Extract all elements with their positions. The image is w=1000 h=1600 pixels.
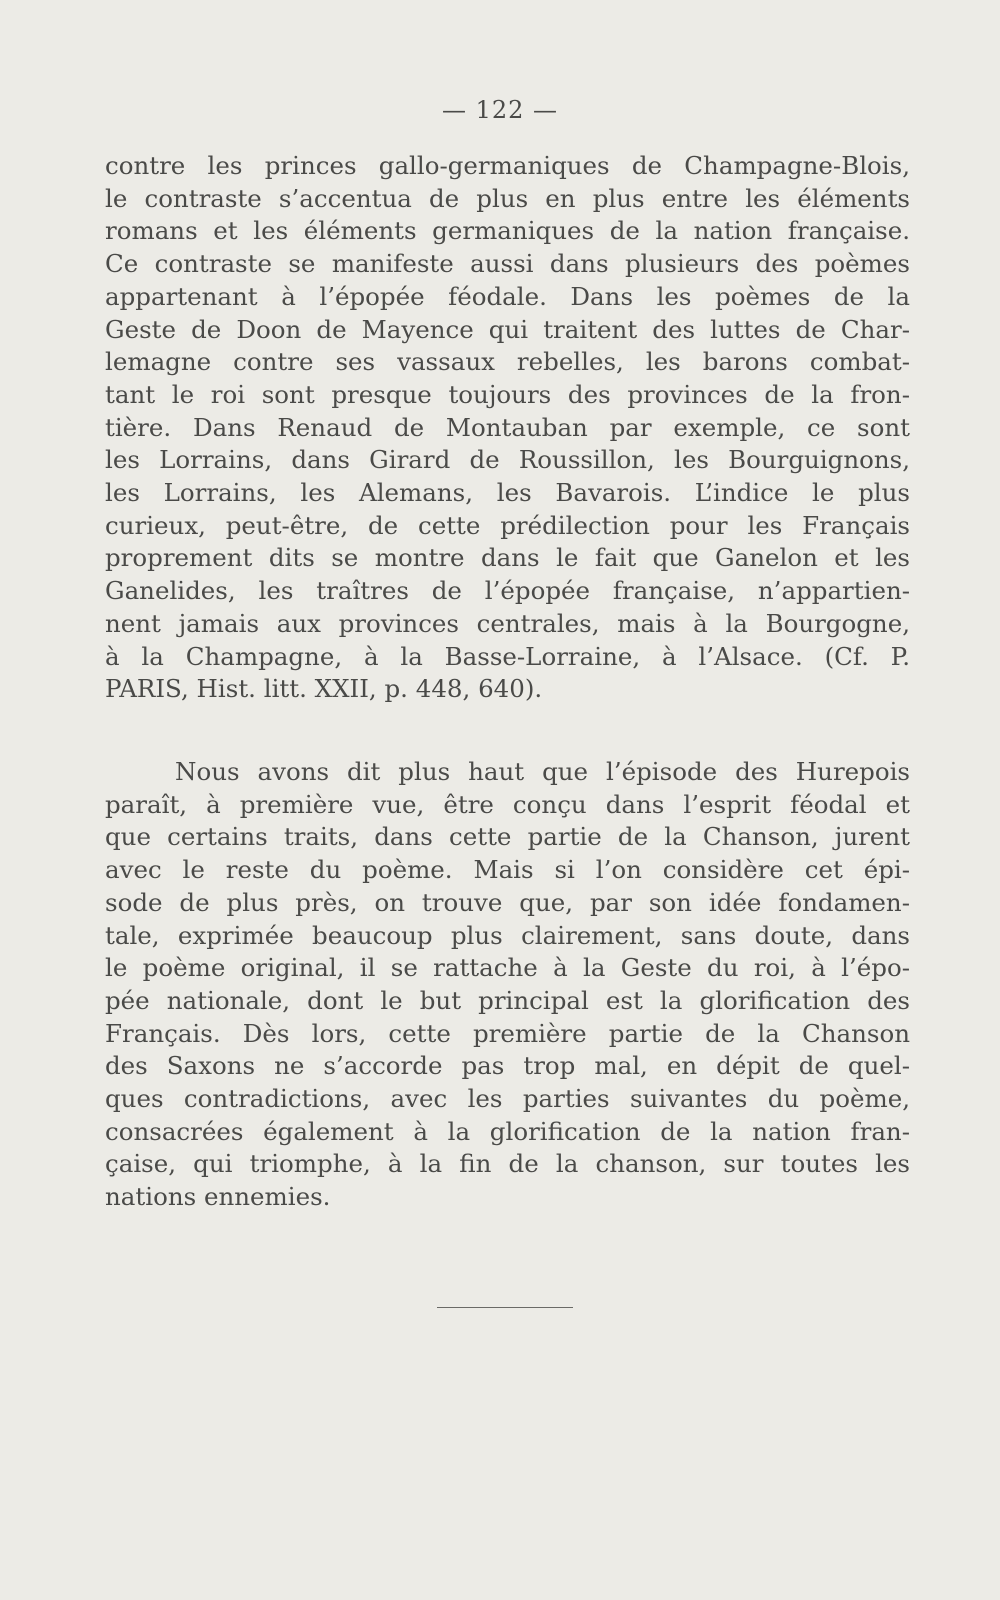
text-line: proprement dits se montre dans le fait que Ganelon et les bbox=[105, 543, 910, 573]
text-line: paraît, à première vue, être conçu dans l’esprit féodal et bbox=[105, 789, 910, 819]
text-line: à la Champagne, à la Basse-Lorraine, à l’Alsace. (Cf. P. bbox=[105, 641, 910, 671]
paragraph-2 bbox=[105, 756, 910, 1214]
page-number: — 122 — bbox=[441, 96, 559, 124]
text-line: des Saxons ne s’accorde pas trop mal, en dépit de quel- bbox=[105, 1051, 910, 1081]
text-line: Geste de Doon de Mayence qui traitent des luttes de Char- bbox=[105, 314, 910, 344]
text-line: le contraste s’accentua de plus en plus entre les éléments bbox=[105, 183, 910, 213]
text-line: PARIS, Hist. litt. XXII, p. 448, 640). bbox=[105, 674, 543, 704]
text-line: les Lorrains, les Alemans, les Bavarois. L’indice le plus bbox=[105, 478, 910, 508]
text-line: Ganelides, les traîtres de l’épopée française, n’appartien- bbox=[105, 576, 910, 606]
text-line: les Lorrains, dans Girard de Roussillon, les Bourguignons, bbox=[105, 445, 910, 475]
text-line: çaise, qui triomphe, à la fin de la chanson, sur toutes les bbox=[105, 1149, 910, 1179]
text-line: romans et les éléments germaniques de la nation française. bbox=[105, 216, 910, 246]
text-line: tant le roi sont presque toujours des provinces de la fron- bbox=[105, 379, 910, 409]
text-line: lemagne contre ses vassaux rebelles, les barons combat- bbox=[105, 347, 910, 377]
text-line: nations ennemies. bbox=[105, 1182, 331, 1212]
text-line: sode de plus près, on trouve que, par son idée fondamen- bbox=[105, 887, 910, 917]
text-line: le poème original, il se rattache à la Geste du roi, à l’épo- bbox=[105, 953, 910, 983]
text-line: curieux, peut-être, de cette prédilection pour les Français bbox=[105, 510, 910, 540]
text-line: avec le reste du poème. Mais si l’on considère cet épi- bbox=[105, 855, 910, 885]
text-line: pée nationale, dont le but principal est la glorification des bbox=[105, 985, 910, 1015]
text-line: ques contradictions, avec les parties suivantes du poème, bbox=[105, 1084, 910, 1114]
text-line: contre les princes gallo-germaniques de Champagne-Blois, bbox=[105, 151, 910, 180]
paragraph-1 bbox=[105, 150, 910, 706]
text-line: Ce contraste se manifeste aussi dans plusieurs des poèmes bbox=[105, 249, 910, 279]
text-line: appartenant à l’épopée féodale. Dans les poèmes de la bbox=[105, 281, 910, 311]
text-line: nent jamais aux provinces centrales, mais à la Bourgogne, bbox=[105, 608, 910, 638]
text-line: consacrées également à la glorification de la nation fran- bbox=[105, 1116, 910, 1146]
text-line: Nous avons dit plus haut que l’épisode des Hurepois bbox=[175, 757, 910, 786]
text-line: Français. Dès lors, cette première partie de la Chanson bbox=[105, 1018, 910, 1048]
text-line: que certains traits, dans cette partie de la Chanson, jurent bbox=[105, 822, 910, 852]
section-end-rule bbox=[437, 1307, 573, 1308]
text-line: tale, exprimée beaucoup plus clairement, sans doute, dans bbox=[105, 920, 910, 950]
text-line: tière. Dans Renaud de Montauban par exemple, ce sont bbox=[105, 412, 910, 442]
